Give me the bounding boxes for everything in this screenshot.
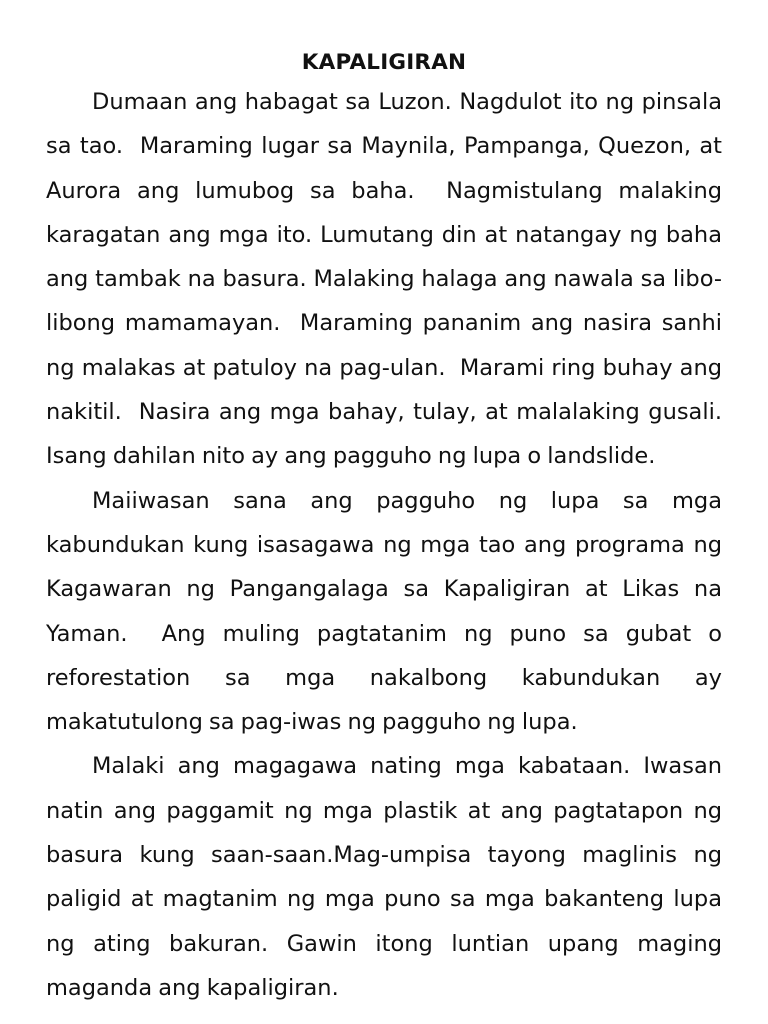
paragraph-3: Malaki ang magagawa nating mga kabataan. Iwasan natin ang paggamit ng mga plastik at ang pagtatapon ng basura kung saan-saan.Mag-umpisa tayong maglinis ng paligid at magtanim ng mga puno sa mga bakanteng lupa ng ating bakuran. Gawin itong luntian upang maging maganda ang kapaligiran. bbox=[46, 753, 729, 1001]
document-title: KAPALIGIRAN bbox=[301, 50, 467, 75]
paragraph-1: Dumaan ang habagat sa Luzon. Nagdulot ito ng pinsala sa tao. Maraming lugar sa Maynila, Pampanga, Quezon, at Aurora ang lumubog sa baha. Nagmistulang malaking karagatan ang mga ito. Lumutang din at natangay ng baha ang tambak na basura. Malaking halaga ang nawala sa libo-libong mamamayan. Maraming pananim ang nasira sanhi ng malakas at patuloy na pag-ulan. Marami ring buhay ang nakitil. Nasira ang mga bahay, tulay, at malalaking gusali. Isang dahilan nito ay ang pagguho ng lupa o landslide. bbox=[46, 89, 729, 470]
document-page bbox=[46, 46, 729, 1010]
paragraph-2: Maiiwasan sana ang pagguho ng lupa sa mga kabundukan kung isasagawa ng mga tao ang programa ng Kagawaran ng Pangangalaga sa Kapaligiran at Likas na Yaman. Ang muling pagtatanim ng puno sa gubat o reforestation sa mga nakalbong kabundukan ay makatutulong sa pag-iwas ng pagguho ng lupa. bbox=[46, 487, 729, 736]
